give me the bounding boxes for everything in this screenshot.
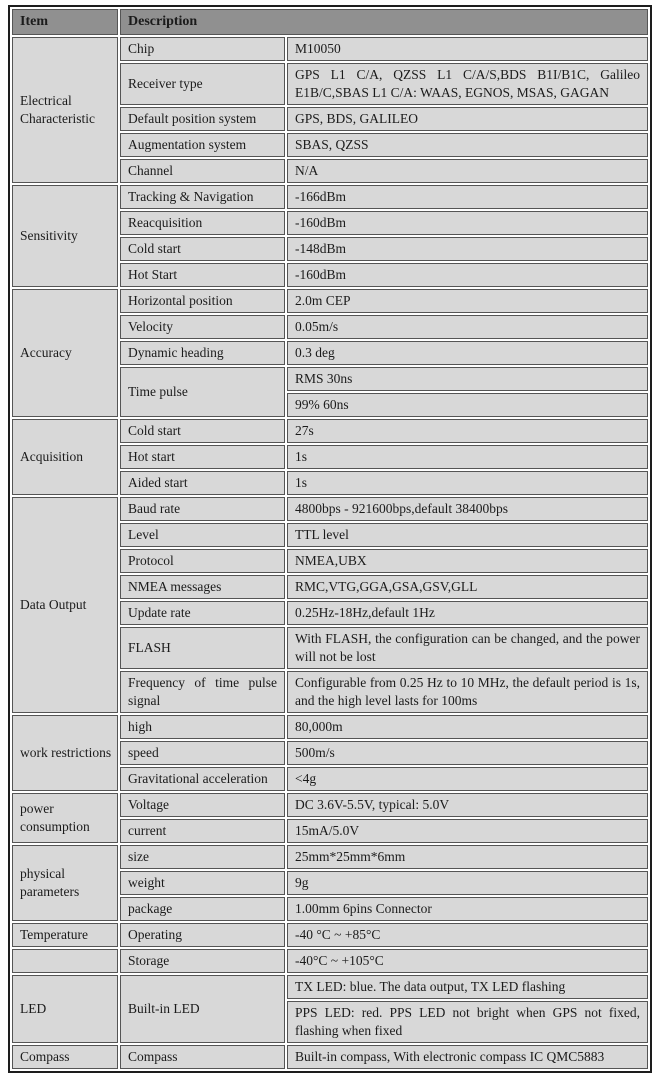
table-row (12, 497, 648, 521)
value-cell: NMEA,UBX (287, 549, 648, 573)
table-row (12, 1045, 648, 1069)
item-cell: physical parameters (12, 845, 118, 921)
label-cell: Voltage (120, 793, 285, 817)
label-cell: Dynamic heading (120, 341, 285, 365)
label-cell: size (120, 845, 285, 869)
table-row (12, 949, 648, 973)
value-cell: Configurable from 0.25 Hz to 10 MHz, the default period is 1s, and the high level lasts for 100ms (287, 671, 648, 713)
label-cell: Time pulse (120, 367, 285, 417)
value-cell: TTL level (287, 523, 648, 547)
datasheet-page (8, 5, 652, 1073)
value-cell: 9g (287, 871, 648, 895)
table-row (12, 923, 648, 947)
table-row (12, 845, 648, 869)
label-cell: Cold start (120, 237, 285, 261)
label-cell: Horizontal position (120, 289, 285, 313)
label-cell: Hot Start (120, 263, 285, 287)
value-cell: 0.25Hz-18Hz,default 1Hz (287, 601, 648, 625)
spec-table (8, 5, 652, 1073)
value-cell: GPS L1 C/A, QZSS L1 C/A/S,BDS B1I/B1C, Galileo E1B/C,SBAS L1 C/A: WAAS, EGNOS, MSAS, GAGAN (287, 63, 648, 105)
value-cell: -148dBm (287, 237, 648, 261)
item-column-header: Item (12, 9, 118, 35)
description-column-header: Description (120, 9, 648, 35)
label-cell: Baud rate (120, 497, 285, 521)
value-cell: N/A (287, 159, 648, 183)
value-cell: 1.00mm 6pins Connector (287, 897, 648, 921)
value-cell: 99% 60ns (287, 393, 648, 417)
label-cell: Protocol (120, 549, 285, 573)
label-cell: Default position system (120, 107, 285, 131)
value-cell: RMC,VTG,GGA,GSA,GSV,GLL (287, 575, 648, 599)
item-cell: Accuracy (12, 289, 118, 417)
table-row (12, 37, 648, 61)
value-cell: -40°C ~ +105°C (287, 949, 648, 973)
item-cell: Electrical Characteristic (12, 37, 118, 183)
label-cell: FLASH (120, 627, 285, 669)
item-cell: power consumption (12, 793, 118, 843)
label-cell: package (120, 897, 285, 921)
table-row (12, 715, 648, 739)
item-cell: Temperature (12, 923, 118, 947)
label-cell: Storage (120, 949, 285, 973)
item-cell: LED (12, 975, 118, 1043)
label-cell: NMEA messages (120, 575, 285, 599)
value-cell: SBAS, QZSS (287, 133, 648, 157)
label-cell: Tracking & Navigation (120, 185, 285, 209)
value-cell: 1s (287, 471, 648, 495)
value-cell: 1s (287, 445, 648, 469)
label-cell: Gravitational acceleration (120, 767, 285, 791)
label-cell: Operating (120, 923, 285, 947)
table-row (12, 289, 648, 313)
value-cell: 25mm*25mm*6mm (287, 845, 648, 869)
label-cell: Receiver type (120, 63, 285, 105)
value-cell: 27s (287, 419, 648, 443)
item-cell: work restrictions (12, 715, 118, 791)
item-cell: Acquisition (12, 419, 118, 495)
label-cell: Reacquisition (120, 211, 285, 235)
value-cell: -166dBm (287, 185, 648, 209)
table-row (12, 793, 648, 817)
table-row (12, 419, 648, 443)
item-cell: Sensitivity (12, 185, 118, 287)
label-cell: Level (120, 523, 285, 547)
value-cell: -160dBm (287, 211, 648, 235)
value-cell: 2.0m CEP (287, 289, 648, 313)
label-cell: high (120, 715, 285, 739)
label-cell: Built-in LED (120, 975, 285, 1043)
item-cell: Data Output (12, 497, 118, 713)
table-row (12, 975, 648, 999)
label-cell: Cold start (120, 419, 285, 443)
label-cell: Update rate (120, 601, 285, 625)
value-cell: 80,000m (287, 715, 648, 739)
table-row (12, 185, 648, 209)
value-cell: 0.05m/s (287, 315, 648, 339)
value-cell: 15mA/5.0V (287, 819, 648, 843)
label-cell: Chip (120, 37, 285, 61)
label-cell: Aided start (120, 471, 285, 495)
label-cell: Frequency of time pulse signal (120, 671, 285, 713)
label-cell: current (120, 819, 285, 843)
value-cell: 0.3 deg (287, 341, 648, 365)
item-cell: Compass (12, 1045, 118, 1069)
value-cell: <4g (287, 767, 648, 791)
label-cell: Compass (120, 1045, 285, 1069)
value-cell: 4800bps - 921600bps,default 38400bps (287, 497, 648, 521)
value-cell: PPS LED: red. PPS LED not bright when GPS not fixed, flashing when fixed (287, 1001, 648, 1043)
item-cell (12, 949, 118, 973)
label-cell: Velocity (120, 315, 285, 339)
label-cell: Hot start (120, 445, 285, 469)
value-cell: TX LED: blue. The data output, TX LED flashing (287, 975, 648, 999)
label-cell: speed (120, 741, 285, 765)
label-cell: weight (120, 871, 285, 895)
value-cell: -40 °C ~ +85°C (287, 923, 648, 947)
value-cell: Built-in compass, With electronic compass IC QMC5883 (287, 1045, 648, 1069)
label-cell: Channel (120, 159, 285, 183)
value-cell: DC 3.6V-5.5V, typical: 5.0V (287, 793, 648, 817)
value-cell: With FLASH, the configuration can be changed, and the power will not be lost (287, 627, 648, 669)
value-cell: GPS, BDS, GALILEO (287, 107, 648, 131)
value-cell: RMS 30ns (287, 367, 648, 391)
label-cell: Augmentation system (120, 133, 285, 157)
header-row (12, 9, 648, 35)
value-cell: -160dBm (287, 263, 648, 287)
spec-table-body (12, 37, 648, 1069)
value-cell: M10050 (287, 37, 648, 61)
value-cell: 500m/s (287, 741, 648, 765)
